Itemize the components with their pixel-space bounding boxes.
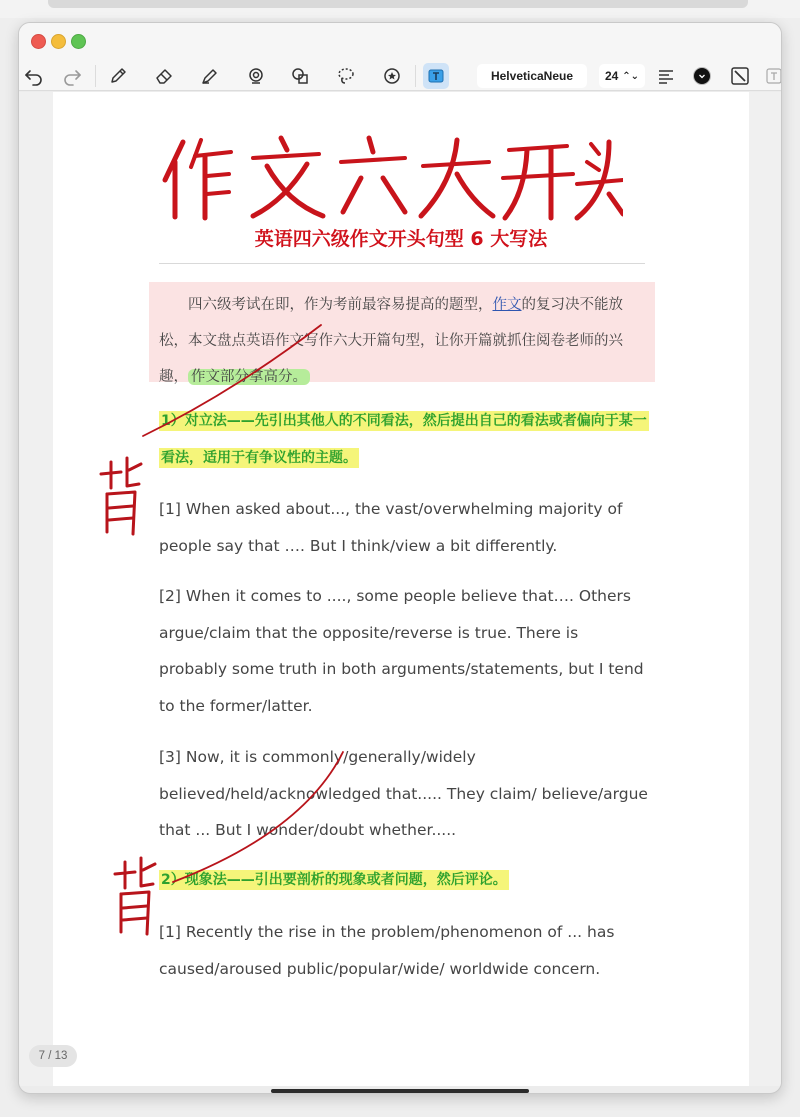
intro-paragraph: [159, 287, 649, 395]
zoom-window-button[interactable]: [71, 34, 86, 49]
section2-heading-text: 2）现象法——引出要剖析的现象或者问题，然后评论。: [161, 872, 507, 888]
handwritten-title: [153, 132, 623, 222]
minimize-window-button[interactable]: [51, 34, 66, 49]
textbox-icon[interactable]: [761, 63, 782, 89]
intro-highlight-text: 作文部分拿高分。: [188, 369, 310, 385]
font-family-selector[interactable]: HelveticaNeue: [477, 64, 587, 88]
page-margin-right: [749, 92, 782, 1086]
section1-para3: [3] Now, it is commonly/generally/widely believed/held/acknowledged that..... They claim/ believe/argue that ... But I wonder/doubt whether.....: [159, 748, 648, 839]
sticker-icon[interactable]: [379, 63, 405, 89]
document-subtitle: 英语四六级作文开头句型 6 大写法: [254, 228, 548, 250]
font-size-selector[interactable]: [599, 64, 645, 88]
page-margin-left: [19, 92, 53, 1086]
divider: [159, 263, 645, 264]
redo-icon[interactable]: [59, 63, 85, 89]
page-indicator: 7 / 13: [29, 1045, 77, 1067]
section2-para1: [1] Recently the rise in the problem/phenomenon of ... has caused/aroused public/popular/wide/ worldwide concern.: [159, 923, 615, 978]
section1-para1: [1] When asked about..., the vast/overwhelming majority of people say that …. But I think/view a bit differently.: [159, 500, 623, 555]
shapes-icon[interactable]: [287, 63, 313, 89]
intro-text-part2: 的复习决不能放松，本文盘点英语作文写作六大开篇句型，让你开篇就抓住阅卷老师的兴趣，: [159, 297, 623, 385]
undo-icon[interactable]: [21, 63, 47, 89]
title-bar: [19, 23, 781, 61]
top-strip: [0, 0, 800, 18]
app-window: [18, 22, 782, 1094]
section2-heading: [159, 862, 649, 899]
highlighter-icon[interactable]: [197, 63, 223, 89]
line-style-icon[interactable]: [727, 63, 753, 89]
intro-text-part1: 四六级考试在即，作为考前最容易提高的题型，: [188, 297, 493, 313]
home-indicator-bar: [271, 1089, 529, 1093]
toolbar-separator: [415, 65, 416, 87]
close-window-button[interactable]: [31, 34, 46, 49]
text-tool-icon[interactable]: [423, 63, 449, 89]
top-strip-bar: [48, 0, 748, 8]
section1-para2: [2] When it comes to ...., some people believe that…. Others argue/claim that the opposite/reverse is true. There is probably some truth in both arguments/statements, but I tend to the former/latter.: [159, 587, 644, 715]
document-page[interactable]: [53, 92, 749, 1086]
shape-recognition-icon[interactable]: [243, 63, 269, 89]
section1-heading-text: 1）对立法——先引出其他人的不同看法，然后提出自己的看法或者偏向于某一看法，适用于有争议性的主题。: [161, 413, 647, 466]
font-size-value: 24: [604, 69, 619, 83]
stepper-chevron-icon: ⌃⌄: [622, 70, 640, 82]
section1-heading: [159, 403, 649, 477]
eraser-icon[interactable]: [151, 63, 177, 89]
color-picker-icon[interactable]: [689, 63, 715, 89]
text-align-icon[interactable]: [653, 63, 679, 89]
essay-link[interactable]: 作文: [492, 297, 522, 313]
toolbar-separator: [95, 65, 96, 87]
annotation-toolbar: [19, 61, 781, 91]
lasso-icon[interactable]: [333, 63, 359, 89]
pen-icon[interactable]: [105, 63, 131, 89]
